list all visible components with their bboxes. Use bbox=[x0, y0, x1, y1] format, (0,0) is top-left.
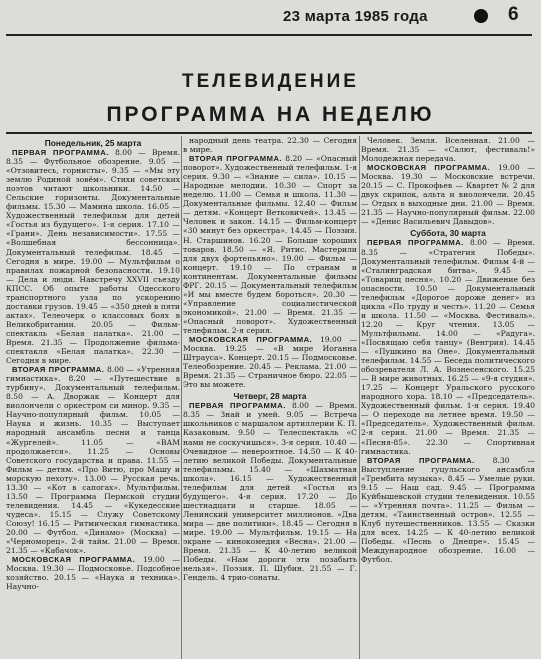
column-divider bbox=[181, 136, 182, 659]
channel-label: МОСКОВСКАЯ ПРОГРАММА. bbox=[189, 335, 313, 345]
channel-label: МОСКОВСКАЯ ПРОГРАММА. bbox=[367, 163, 491, 173]
schedule-text: 19.00 — Москва. 19.30 — Московские встречи. 20.15 — С. Прокофьев — Квартет № 2 для двух скрипок, альта и виолончели. 20.45 — Отдых в выходные дни. 21.00 — Время. 21.35 — Научно-популярный фильм. 22.00 — «Денис Васильевич Давыдов». bbox=[361, 163, 535, 227]
schedule-text: 8.00 — Время. 8.35 — «Стратегия Победы». Документальный телефильм. Фильм 4-й — «Сталинградская битва». 9.45 — «Товарищ песня». 10.20 — Движение без опасности. 10.50 — Документальный телефильм «Дорогое дороже денег» из цикла «По труду и честь». 11.20 — Семья и школа. 11.50 — «Москва. Фестиваль». 12.20 — Круг чтения. 13.05 — Мультфильмы. 14.00 — «Радуга». «Посвящаю себя танцу» (Венгрия). 14.45 — «Пушкино на Оне». Документальный телефильм. 14.55 — Беседа политического обозревателя Л. А. Вознесенского. 15.25 — В мире животных. 16.25 — «9-я студия». 17.25 — Концерт Уральского русского народного хора. 18.10 — «Председатель». Художественный фильм. 1-я серия. 19.40 — О переходе на летнее время. 19.50 — «Председатель». Художественный фильм. 2-я серия. 21.00 — Время. 21.35 — «Песня-85». 22.30 — Спортивная гимнастика. bbox=[361, 238, 535, 456]
page-number: 6 bbox=[508, 4, 519, 25]
schedule-text: 8.20 — «Опасный поворот». Художественный телефильм. 1-я серия. 9.30 — «Знание — сила». 10.15 — Народные мелодии. 10.30 — Спорт за неделю. 11.00 — Семья и школа. 11.30 — Документальные фильмы. 12.40 — Фильм — детям. «Концерт Ветковичей». 13.45 — Человек и закон. 14.15 — Фильм-концерт «30 минут без оркестра». 14.45 — Поэзия. Н. Старшинов. 16.20 — Больше хороших товаров. 18.50 — «Я. Ритис. Мастерили для двух фортепьяно». 19.00 — Фильм — концерт. 19.10 — По странам и континентам. Документальные фильмы ФРГ. 20.15 — Документальный телефильм «И мы вместе будем бороться». 20.30 — «Управление социалистической экономикой». 21.00 — Время. 21.35 — «Опасный поворот». Художественный телефильм. 2-я серия. bbox=[183, 154, 357, 335]
day-heading: Понедельник, 25 марта bbox=[44, 138, 142, 148]
program-entry bbox=[183, 335, 357, 389]
bullet-mark bbox=[474, 9, 488, 23]
schedule-text: Человек. Земля. Вселенная. 21.00 — Время. 21.35 — «Салют, фестиваль!» Молодежная передача. bbox=[361, 136, 535, 164]
schedule-text: 19.00 — Москва. 19.30 — Подмосковье. Подсобное хозяйство. 20.15 — «Наука и техника». Научно- bbox=[6, 555, 180, 592]
channel-label: ПЕРВАЯ ПРОГРАММА. bbox=[189, 401, 286, 411]
schedule-text: народный день театра. 22.30 — Сегодня в мире. bbox=[183, 136, 357, 155]
section-title: ТЕЛЕВИДЕНИЕ bbox=[182, 71, 359, 92]
title-rule bbox=[6, 132, 532, 134]
channel-label: ВТОРАЯ ПРОГРАММА. bbox=[367, 455, 475, 465]
schedule-text: 19.00 — Москва. 19.25 — «В мире Иоганна Штрауса». Концерт. 20.15 — Подмосковье. Телеобозрение. 20.45 — Реклама. 21.00 — Время. 21.35 — Страничное бюро. 22.05 — Это вы можете. bbox=[183, 335, 357, 390]
program-entry bbox=[361, 136, 535, 163]
channel-label: МОСКОВСКАЯ ПРОГРАММА. bbox=[12, 555, 136, 565]
schedule-text: 8.00 — Время. 8.35 — Знай и умей. 9.05 — Встреча школьников с маршалом артиллерии К. П. Казаковым. 9.50 — Телеспектакль «С нами не соскучишься». 3-я серия. 10.40 — Очевидное — невероятное. 14.50 — К 40-летию великой Победы. Документальные телефильмы. 15.40 — «Шахматная школа». 16.15 — Художественный телефильм для детей «Гостья из будущего». 4-я серия. 17.20 — До шестнадцати и старше. 18.05 — Ленинский университет миллионов. «Два мира — две политики». 18.45 — Сегодня в мире. 19.00 — Мультфильм. 19.15 — На экране — кинокомедия «Весна». 21.00 — Время. 21.35 — К 40-летию великой Победы. «Нам дороги эти позабыть нельзя». Поэзия. П. Шубин. 21.55 — Г. Гендель. 4 трио-сонаты. bbox=[183, 401, 357, 583]
column-2 bbox=[183, 136, 357, 659]
program-entry bbox=[6, 148, 180, 365]
issue-date: 23 марта 1985 года bbox=[283, 8, 428, 25]
program-entry bbox=[6, 365, 180, 555]
program-entry bbox=[183, 401, 357, 582]
column-3 bbox=[361, 136, 535, 659]
program-entry bbox=[361, 163, 535, 226]
schedule-text: 8.30 — Выступление гуцульского ансамбля «Трембита музыка». 8.45 — Умелые руки. 9.15 — Наш сад. 9.45 — Программа Куйбышевской студии телевидения. 10.55 — «Утренняя почта». 11.25 — Фильм — детям. «Таинственный остров». 12.55 — Клуб путешественников. 13.55 — Сказки для всех. 14.25 — К 40-летию великой Победы. «Песнь о Днепре». 15.45 — Международное обозрение. 16.00 — Футбол. bbox=[361, 455, 535, 565]
program-entry bbox=[361, 238, 535, 455]
channel-label: ВТОРАЯ ПРОГРАММА. bbox=[189, 154, 283, 164]
channel-label: ПЕРВАЯ ПРОГРАММА. bbox=[367, 238, 464, 248]
program-entry bbox=[183, 154, 357, 335]
day-heading: Суббота, 30 марта bbox=[410, 228, 486, 239]
program-entry bbox=[361, 456, 535, 565]
channel-label: ПЕРВАЯ ПРОГРАММА. bbox=[12, 148, 109, 157]
program-entry bbox=[183, 136, 357, 154]
day-heading: Четверг, 28 марта bbox=[233, 391, 307, 402]
section-subtitle: ПРОГРАММА НА НЕДЕЛЮ bbox=[106, 103, 435, 126]
program-entry bbox=[6, 555, 180, 591]
channel-label: ВТОРАЯ ПРОГРАММА. bbox=[12, 365, 105, 375]
header-rule bbox=[6, 34, 532, 36]
column-divider bbox=[359, 136, 360, 659]
column-1 bbox=[6, 136, 180, 659]
schedule-text: 8.00 — «Утренняя гимнастика». 8.20 — «Путешествие в турбину». Документальный телефильм. 8.50 — А. Дворжак — Концерт для виолончели с оркестром си минор. 9.35 — Научно-популярный фильм. 10.05 — Наука и жизнь. 10.35 — Выступает народный ансамбль песни и танца «Жургелей». 11.05 — «ВАМ продолжается». 11.25 — Основы Советского государства и права. 11.55 — Фильм — детям. «Про Витю, про Машу и морскую пехоту». 13.00 — Русская речь. 13.30 — «Кот в сапогах». Мультфильм. 13.50 — Программа Пермской студии телевидения. 14.45 — «Кукедесские чудеса». 15.15 — Служу Советскому Союзу! 16.15 — Ритмическая гимнастика. 20.00 — Футбол. «Динамо» (Москва) — «Черноморец». 2-й тайм. 21.00 — Время. 21.35 — «Кабачок». bbox=[6, 365, 180, 556]
schedule-text: 8.00 — Время. 8.35 — Футбольное обозрение. 9.05 — «Отзовитесь, горнисты». 9.35 — «Мы эту землю Родиной зовём». Стихи советских поэтов читают школьники. 14.50 — Сельские горизонты. Документальные фильмы. 15.30 — Мамина школа. 16.05 — Художественный телефильм для детей «Гостья из будущего». 1-я серия. 17.10 — «Грани». День независимости». 17.55 — «Волшебная бессонница». Документальный телефильм. 18.45 — Сегодня в мире. 19.00 — Мультфильм о правилах пожарной безопасности. 19.10 — Дела и люди. Навстречу XXVII съезду КПСС. Об опыте работы Одесского транспортного узла по ускорению доставки грузов. 19.45 — «350 дней в пяти актах». Телеочерк о классовых боях в Великобритании. 20.05 — Фильм-спектакль «Белая палатка». 21.00 — Время. 21.35 — Продолжение фильма-спектакля «Белая палатка». 22.30 — Сегодня в мире. bbox=[6, 148, 180, 366]
